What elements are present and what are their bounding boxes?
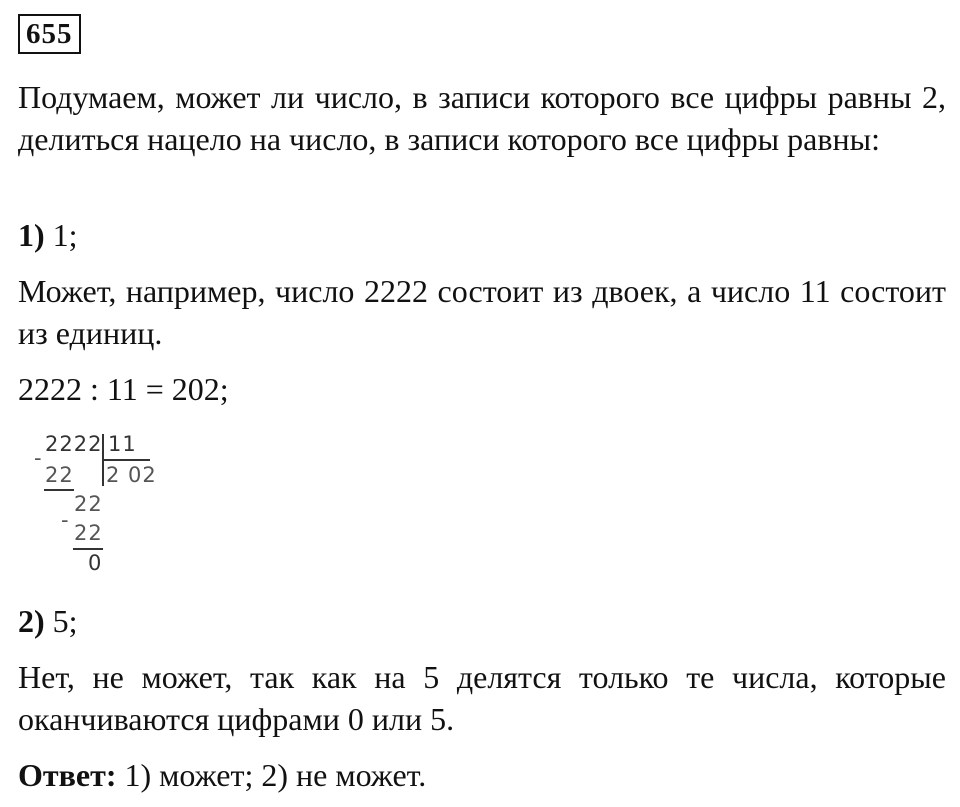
division-minus-1: -: [34, 446, 43, 470]
division-line-1: [44, 489, 74, 491]
answer-text: 1) может; 2) не может.: [124, 757, 427, 793]
intro-text: Подумаем, может ли число, в записи которого все цифры равны 2, делиться нацело на число, в записи которого все цифры равны:: [18, 79, 946, 157]
answer-label: Ответ:: [18, 757, 117, 793]
long-division: [0, 0, 200, 575]
division-minus-2: -: [61, 508, 70, 532]
part2-label: 2): [18, 603, 45, 639]
part2-value: 5;: [52, 603, 78, 639]
part1-label: 1): [18, 217, 45, 253]
division-final-remainder: 0: [88, 551, 103, 575]
part1-value: 1;: [52, 217, 78, 253]
division-quotient-line: [102, 459, 150, 461]
division-line-2: [73, 548, 103, 550]
part1-explanation: Может, например, число 2222 состоит из двоек, а число 11 состоит из единиц.: [18, 273, 946, 351]
part1-equation: 2222 : 11 = 202;: [18, 371, 229, 407]
task-number: 655: [18, 14, 81, 54]
part2-heading: [18, 600, 946, 642]
division-subtract-1: 22: [45, 463, 74, 487]
division-quotient: 2 02: [106, 463, 157, 487]
division-dividend: 2222: [45, 432, 103, 456]
part2-explanation: Нет, не может, так как на 5 делятся только те числа, которые оканчиваются цифрами 0 или 5.: [18, 659, 946, 737]
division-subtract-2: 22: [74, 521, 103, 545]
answer-line: [18, 754, 946, 796]
part1-heading: [18, 214, 946, 256]
division-remainder-1: 22: [74, 492, 103, 516]
division-divisor: 11: [108, 432, 137, 456]
